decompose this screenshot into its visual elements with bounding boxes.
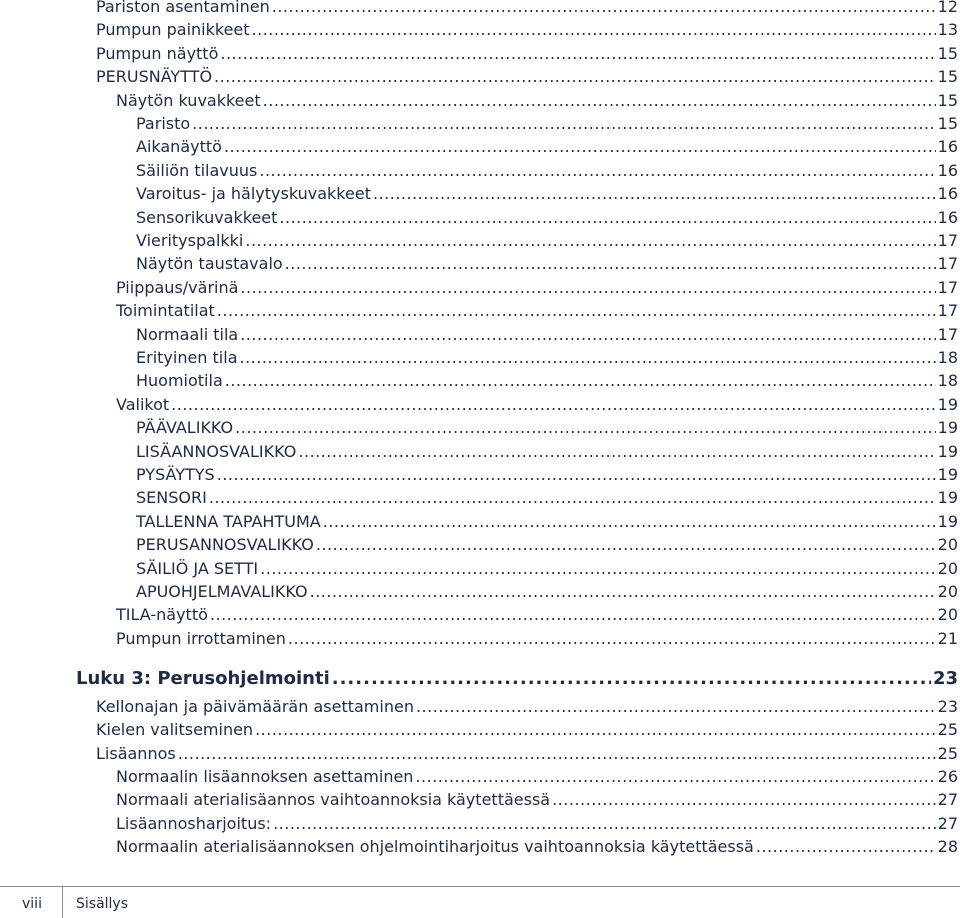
toc-entry-title: Aikanäyttö (136, 137, 222, 157)
toc-page-number: 17 (937, 231, 958, 250)
toc-page-number: 19 (937, 394, 958, 414)
toc-entry-title: Vierityspalkki (136, 231, 244, 250)
toc-page-number: 18 (937, 348, 958, 367)
toc-leader-dots (310, 582, 936, 601)
toc-entry-title: Toimintatilat (116, 301, 215, 321)
toc-page-number: 16 (937, 160, 958, 180)
toc-entry-title: SENSORI (136, 488, 207, 508)
toc-entry[interactable] (136, 488, 958, 507)
toc-entry[interactable] (136, 231, 958, 250)
toc-page-number: 17 (937, 324, 958, 344)
footer-divider (0, 886, 960, 887)
toc-leader-dots (240, 348, 936, 367)
toc-entry-title: Lisäannos (96, 743, 176, 763)
toc-entry[interactable] (136, 184, 958, 203)
toc-leader-dots (252, 20, 936, 39)
toc-page-number: 19 (937, 441, 958, 461)
toc-leader-dots (240, 325, 935, 344)
toc-entry[interactable] (136, 114, 958, 133)
toc-entry-title: Näytön taustavalo (136, 254, 283, 274)
toc-chapter-heading[interactable] (76, 668, 958, 689)
toc-entry-title: Pariston asentaminen (96, 0, 270, 16)
toc-page-number: 19 (937, 465, 958, 484)
toc-entry-title: PERUSANNOSVALIKKO (136, 535, 314, 555)
toc-page-number: 16 (937, 207, 958, 227)
toc-entry-title: Erityinen tila (136, 348, 238, 367)
toc-entry-title: PERUSNÄYTTÖ (96, 67, 213, 87)
toc-entry[interactable] (136, 535, 958, 554)
toc-entry-title: Pumpun irrottaminen (116, 628, 286, 648)
toc-entry[interactable] (116, 629, 958, 648)
toc-entry[interactable] (96, 20, 958, 39)
toc-page-number: 28 (937, 836, 958, 856)
toc-leader-dots (288, 629, 936, 648)
toc-page-number: 20 (937, 535, 958, 555)
toc-entry-title: Pumpun näyttö (96, 43, 219, 63)
toc-leader-dots (240, 278, 935, 297)
toc-leader-dots (224, 137, 936, 156)
toc-entry[interactable] (136, 348, 958, 367)
toc-page-number: 18 (937, 371, 958, 391)
footer-section-title: Sisällys (76, 896, 129, 912)
toc-leader-dots (225, 371, 936, 390)
toc-entry[interactable] (96, 44, 958, 63)
toc-page-number: 17 (937, 301, 958, 321)
toc-leader-dots (259, 161, 935, 180)
toc-entry[interactable] (116, 91, 958, 110)
toc-page-number: 27 (937, 813, 958, 833)
toc-page-number: 17 (937, 254, 958, 274)
toc-leader-dots (756, 837, 936, 856)
footer-vertical-divider (62, 886, 63, 918)
toc-page-number: 16 (937, 137, 958, 157)
toc-entry-title: Varoitus- ja hälytyskuvakkeet (136, 184, 371, 204)
toc-leader-dots (332, 668, 931, 689)
toc-entry[interactable] (96, 67, 958, 86)
toc-leader-dots (285, 254, 936, 273)
toc-leader-dots (255, 720, 936, 739)
toc-page-number: 20 (937, 558, 958, 578)
toc-entry[interactable] (116, 790, 958, 809)
toc-entry-title: Pumpun painikkeet (96, 20, 250, 40)
toc-entry-title: TILA-näyttö (116, 605, 208, 625)
toc-entry-title: PYSÄYTYS (136, 465, 215, 484)
toc-entry[interactable] (136, 418, 958, 437)
toc-page-number: 25 (937, 720, 958, 740)
toc-leader-dots (210, 605, 936, 624)
toc-page-number: 20 (937, 605, 958, 625)
toc-page-number: 17 (937, 277, 958, 297)
toc-leader-dots (214, 67, 936, 86)
toc-leader-dots (260, 559, 935, 578)
toc-leader-dots (192, 114, 935, 133)
toc-entry-title: Luku 3: Perusohjelmointi (76, 668, 330, 689)
toc-page-number: 19 (937, 488, 958, 508)
toc-leader-dots (416, 697, 936, 716)
toc-leader-dots (298, 442, 935, 461)
toc-entry-title: Piippaus/värinä (116, 277, 239, 297)
toc-entry-title: Säiliön tilavuus (136, 160, 258, 180)
toc-leader-dots (273, 814, 936, 833)
toc-entry[interactable] (116, 837, 958, 856)
toc-page-number: 26 (937, 766, 958, 786)
toc-leader-dots (323, 512, 936, 531)
toc-entry[interactable] (136, 161, 958, 180)
toc-page-number: 25 (937, 743, 958, 763)
toc-page-number: 23 (932, 668, 958, 689)
toc-entry-title: Huomiotila (136, 371, 223, 391)
toc-entry-title: TALLENNA TAPAHTUMA (136, 511, 321, 531)
toc-leader-dots (209, 488, 936, 507)
toc-entry-title: Normaali tila (136, 324, 239, 344)
toc-leader-dots (220, 44, 935, 63)
toc-page-number: 19 (937, 511, 958, 531)
toc-leader-dots (171, 395, 935, 414)
toc-entry[interactable] (116, 301, 958, 320)
toc-entry[interactable] (116, 278, 958, 297)
toc-entry-title: PÄÄVALIKKO (136, 418, 234, 438)
toc-page-number: 19 (937, 418, 958, 438)
toc-leader-dots (263, 91, 936, 110)
toc-leader-dots (316, 535, 936, 554)
toc-entry-title: Kellonajan ja päivämäärän asettaminen (96, 697, 414, 716)
toc-entry[interactable] (96, 0, 958, 16)
toc-entry[interactable] (136, 371, 958, 390)
toc-page-number: 27 (937, 790, 958, 810)
toc-page-number: 15 (937, 114, 958, 133)
toc-page-number: 13 (937, 20, 958, 40)
toc-page-number: 16 (937, 184, 958, 204)
toc-entry[interactable] (136, 582, 958, 601)
toc-page-number: 15 (937, 43, 958, 63)
toc-page-number: 20 (937, 582, 958, 601)
toc-page-number: 23 (937, 697, 958, 716)
toc-entry-title: Sensorikuvakkeet (136, 207, 278, 227)
toc-entry[interactable] (116, 395, 958, 414)
toc-entry[interactable] (96, 720, 958, 739)
footer-page-number: viii (22, 896, 42, 912)
toc-entry-title: Normaali aterialisäannos vaihtoannoksia käytettäessä (116, 790, 551, 810)
toc-entry[interactable] (116, 605, 958, 624)
toc-entry-title: APUOHJELMAVALIKKO (136, 582, 308, 601)
toc-entry[interactable] (116, 767, 958, 786)
toc-entry[interactable] (96, 744, 958, 763)
toc-entry-title: Kielen valitseminen (96, 720, 254, 740)
toc-entry[interactable] (136, 512, 958, 531)
toc-leader-dots (235, 418, 936, 437)
toc-page-number: 15 (937, 67, 958, 87)
toc-leader-dots (415, 767, 935, 786)
toc-leader-dots (272, 0, 936, 16)
toc-leader-dots (373, 184, 936, 203)
toc-entry-title: LISÄANNOSVALIKKO (136, 441, 297, 461)
toc-entry-title: Normaalin aterialisäannoksen ohjelmointiharjoitus vaihtoannoksia käytettäessä (116, 836, 754, 856)
toc-entry-title: Paristo (136, 114, 191, 133)
toc-entry[interactable] (136, 559, 958, 578)
toc-entry-title: SÄILIÖ JA SETTI (136, 558, 259, 578)
toc-leader-dots (279, 208, 935, 227)
toc-leader-dots (217, 301, 936, 320)
toc-page-number: 12 (937, 0, 958, 16)
toc-leader-dots (178, 744, 936, 763)
toc-leader-dots (217, 465, 936, 484)
toc-entry-title: Valikot (116, 394, 170, 414)
toc-entry[interactable] (136, 137, 958, 156)
toc-leader-dots (245, 231, 935, 250)
toc-entry[interactable] (136, 208, 958, 227)
toc-entry[interactable] (136, 325, 958, 344)
toc-entry-title: Normaalin lisäannoksen asettaminen (116, 766, 414, 786)
toc-entry-title: Näytön kuvakkeet (116, 90, 261, 110)
toc-entry[interactable] (116, 814, 958, 833)
toc-entry[interactable] (136, 442, 958, 461)
toc-entry[interactable] (136, 465, 958, 484)
toc-leader-dots (552, 790, 936, 809)
toc-entry[interactable] (136, 254, 958, 273)
toc-entry[interactable] (96, 697, 958, 716)
toc-entry-title: Lisäannosharjoitus: (116, 813, 272, 833)
toc-page-number: 15 (937, 90, 958, 110)
toc-page-number: 21 (937, 628, 958, 648)
